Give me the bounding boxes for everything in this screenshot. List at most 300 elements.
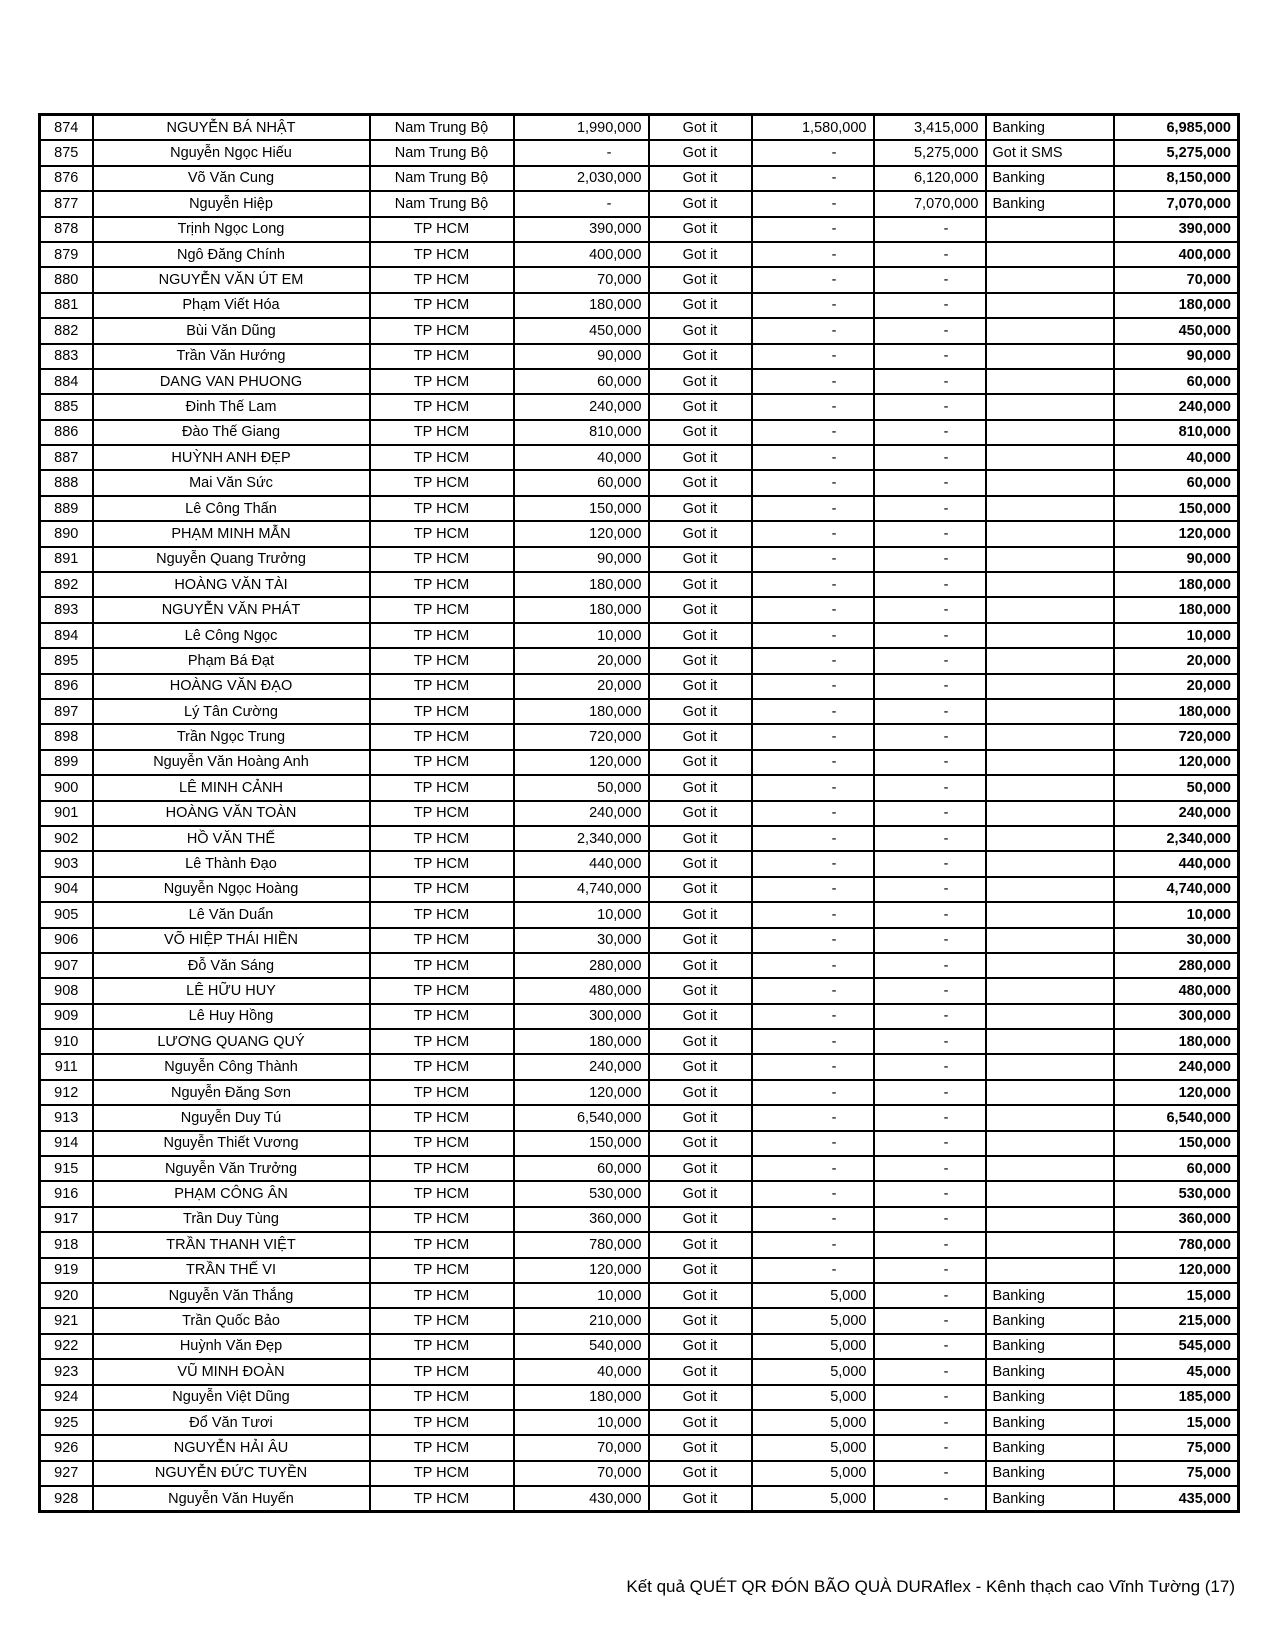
- cell-status: Got it: [649, 1486, 752, 1512]
- cell-payment-method: [986, 851, 1114, 876]
- cell-amount-2: -: [752, 1029, 874, 1054]
- cell-amount-3: -: [874, 699, 986, 724]
- cell-index: 888: [40, 470, 93, 495]
- cell-amount-2: 5,000: [752, 1334, 874, 1359]
- cell-index: 921: [40, 1308, 93, 1333]
- cell-amount-3: -: [874, 1258, 986, 1283]
- cell-amount-2: -: [752, 826, 874, 851]
- cell-status: Got it: [649, 1258, 752, 1283]
- cell-amount-2: 1,580,000: [752, 115, 874, 141]
- cell-status: Got it: [649, 1461, 752, 1486]
- cell-amount-1: 240,000: [514, 801, 649, 826]
- cell-amount-3: -: [874, 1232, 986, 1257]
- cell-amount-3: -: [874, 1207, 986, 1232]
- cell-amount-2: -: [752, 978, 874, 1003]
- cell-payment-method: [986, 623, 1114, 648]
- cell-total: 70,000: [1114, 267, 1239, 292]
- cell-payment-method: [986, 1232, 1114, 1257]
- cell-region: TP HCM: [370, 1334, 514, 1359]
- cell-amount-3: -: [874, 1486, 986, 1512]
- cell-region: TP HCM: [370, 369, 514, 394]
- cell-amount-2: -: [752, 1207, 874, 1232]
- cell-region: TP HCM: [370, 217, 514, 242]
- cell-name: Nguyễn Ngọc Hiếu: [93, 140, 370, 165]
- cell-index: 883: [40, 344, 93, 369]
- cell-payment-method: [986, 1207, 1114, 1232]
- cell-status: Got it: [649, 928, 752, 953]
- cell-region: TP HCM: [370, 496, 514, 521]
- table-row: [40, 877, 1239, 902]
- cell-index: 894: [40, 623, 93, 648]
- cell-name: Ngô Đăng Chính: [93, 242, 370, 267]
- cell-amount-1: 530,000: [514, 1181, 649, 1206]
- cell-name: TRẦN THẾ VI: [93, 1258, 370, 1283]
- cell-status: Got it: [649, 953, 752, 978]
- cell-name: Nguyễn Quang Trưởng: [93, 547, 370, 572]
- cell-amount-1: 6,540,000: [514, 1105, 649, 1130]
- cell-index: 893: [40, 597, 93, 622]
- cell-amount-1: 20,000: [514, 648, 649, 673]
- cell-region: TP HCM: [370, 1232, 514, 1257]
- cell-index: 901: [40, 801, 93, 826]
- cell-amount-2: 5,000: [752, 1283, 874, 1308]
- cell-region: TP HCM: [370, 1181, 514, 1206]
- cell-name: Lê Công Thấn: [93, 496, 370, 521]
- cell-region: TP HCM: [370, 242, 514, 267]
- cell-total: 60,000: [1114, 470, 1239, 495]
- cell-amount-3: -: [874, 928, 986, 953]
- table-row: [40, 1054, 1239, 1079]
- table-row: [40, 623, 1239, 648]
- cell-index: 909: [40, 1004, 93, 1029]
- cell-payment-method: [986, 1029, 1114, 1054]
- cell-amount-3: 6,120,000: [874, 166, 986, 191]
- cell-amount-2: -: [752, 1054, 874, 1079]
- cell-region: TP HCM: [370, 623, 514, 648]
- cell-amount-3: -: [874, 1461, 986, 1486]
- cell-amount-2: -: [752, 648, 874, 673]
- cell-status: Got it: [649, 851, 752, 876]
- cell-index: 902: [40, 826, 93, 851]
- table-row: [40, 648, 1239, 673]
- cell-amount-1: 120,000: [514, 521, 649, 546]
- cell-name: Nguyễn Đăng Sơn: [93, 1080, 370, 1105]
- cell-name: Đổ Văn Tươi: [93, 1410, 370, 1435]
- cell-status: Got it: [649, 344, 752, 369]
- cell-amount-3: -: [874, 623, 986, 648]
- cell-status: Got it: [649, 750, 752, 775]
- cell-amount-3: -: [874, 877, 986, 902]
- cell-amount-3: -: [874, 267, 986, 292]
- cell-index: 926: [40, 1435, 93, 1460]
- cell-index: 928: [40, 1486, 93, 1512]
- cell-amount-2: -: [752, 420, 874, 445]
- cell-total: 120,000: [1114, 1258, 1239, 1283]
- cell-payment-method: [986, 724, 1114, 749]
- table-row: [40, 674, 1239, 699]
- cell-total: 720,000: [1114, 724, 1239, 749]
- table-row: [40, 750, 1239, 775]
- cell-amount-2: -: [752, 496, 874, 521]
- table-row: [40, 115, 1239, 141]
- cell-region: TP HCM: [370, 420, 514, 445]
- cell-amount-2: -: [752, 369, 874, 394]
- cell-name: HỒ VĂN THẾ: [93, 826, 370, 851]
- cell-amount-3: -: [874, 318, 986, 343]
- table-row: [40, 496, 1239, 521]
- cell-status: Got it: [649, 318, 752, 343]
- cell-amount-3: -: [874, 1029, 986, 1054]
- table-row: [40, 420, 1239, 445]
- cell-amount-1: 180,000: [514, 1029, 649, 1054]
- cell-status: Got it: [649, 547, 752, 572]
- cell-amount-3: -: [874, 521, 986, 546]
- cell-amount-2: -: [752, 344, 874, 369]
- table-row: [40, 1283, 1239, 1308]
- cell-region: TP HCM: [370, 1029, 514, 1054]
- cell-amount-1: 4,740,000: [514, 877, 649, 902]
- cell-amount-1: 2,030,000: [514, 166, 649, 191]
- cell-status: Got it: [649, 1181, 752, 1206]
- cell-payment-method: [986, 801, 1114, 826]
- cell-amount-3: -: [874, 1080, 986, 1105]
- cell-name: TRẦN THANH VIỆT: [93, 1232, 370, 1257]
- cell-amount-1: 2,340,000: [514, 826, 649, 851]
- cell-region: TP HCM: [370, 293, 514, 318]
- cell-amount-2: 5,000: [752, 1359, 874, 1384]
- cell-amount-1: 210,000: [514, 1308, 649, 1333]
- cell-name: HOÀNG VĂN TÀI: [93, 572, 370, 597]
- cell-region: TP HCM: [370, 1054, 514, 1079]
- cell-index: 925: [40, 1410, 93, 1435]
- cell-index: 922: [40, 1334, 93, 1359]
- cell-amount-1: 280,000: [514, 953, 649, 978]
- cell-payment-method: [986, 699, 1114, 724]
- cell-amount-1: -: [514, 140, 649, 165]
- table-row: [40, 851, 1239, 876]
- cell-amount-3: -: [874, 1308, 986, 1333]
- cell-index: 896: [40, 674, 93, 699]
- cell-name: Nguyễn Văn Hoàng Anh: [93, 750, 370, 775]
- table-row: [40, 1232, 1239, 1257]
- table-row: [40, 572, 1239, 597]
- cell-region: TP HCM: [370, 1131, 514, 1156]
- cell-index: 923: [40, 1359, 93, 1384]
- cell-name: Nguyễn Thiết Vương: [93, 1131, 370, 1156]
- cell-region: TP HCM: [370, 1080, 514, 1105]
- cell-total: 2,340,000: [1114, 826, 1239, 851]
- table-row: [40, 267, 1239, 292]
- cell-amount-3: -: [874, 1004, 986, 1029]
- cell-name: DANG VAN PHUONG: [93, 369, 370, 394]
- cell-name: Phạm Bá Đạt: [93, 648, 370, 673]
- cell-name: Lê Văn Duẩn: [93, 902, 370, 927]
- cell-name: Lý Tân Cường: [93, 699, 370, 724]
- cell-status: Got it: [649, 1207, 752, 1232]
- cell-name: Lê Công Ngọc: [93, 623, 370, 648]
- cell-index: 884: [40, 369, 93, 394]
- cell-total: 450,000: [1114, 318, 1239, 343]
- table-row: [40, 775, 1239, 800]
- cell-total: 530,000: [1114, 1181, 1239, 1206]
- cell-status: Got it: [649, 1156, 752, 1181]
- cell-region: TP HCM: [370, 470, 514, 495]
- cell-amount-2: -: [752, 242, 874, 267]
- cell-index: 878: [40, 217, 93, 242]
- cell-amount-1: 180,000: [514, 293, 649, 318]
- cell-index: 892: [40, 572, 93, 597]
- cell-payment-method: [986, 572, 1114, 597]
- cell-index: 876: [40, 166, 93, 191]
- cell-amount-2: -: [752, 293, 874, 318]
- table-row: [40, 1105, 1239, 1130]
- cell-amount-1: 780,000: [514, 1232, 649, 1257]
- cell-payment-method: [986, 1181, 1114, 1206]
- cell-amount-1: 1,990,000: [514, 115, 649, 141]
- cell-name: Nguyễn Công Thành: [93, 1054, 370, 1079]
- cell-amount-3: -: [874, 369, 986, 394]
- cell-total: 45,000: [1114, 1359, 1239, 1384]
- cell-region: TP HCM: [370, 394, 514, 419]
- cell-amount-2: -: [752, 445, 874, 470]
- cell-total: 6,540,000: [1114, 1105, 1239, 1130]
- cell-payment-method: [986, 369, 1114, 394]
- cell-total: 180,000: [1114, 572, 1239, 597]
- cell-amount-3: -: [874, 1181, 986, 1206]
- cell-amount-1: 60,000: [514, 470, 649, 495]
- cell-region: TP HCM: [370, 648, 514, 673]
- cell-total: 7,070,000: [1114, 191, 1239, 216]
- cell-amount-1: 120,000: [514, 750, 649, 775]
- cell-index: 920: [40, 1283, 93, 1308]
- cell-amount-2: -: [752, 1181, 874, 1206]
- cell-amount-3: -: [874, 674, 986, 699]
- cell-status: Got it: [649, 623, 752, 648]
- cell-amount-2: -: [752, 1105, 874, 1130]
- cell-amount-2: -: [752, 801, 874, 826]
- cell-region: TP HCM: [370, 1385, 514, 1410]
- cell-index: 874: [40, 115, 93, 141]
- cell-region: TP HCM: [370, 928, 514, 953]
- cell-status: Got it: [649, 1029, 752, 1054]
- results-table-body: [40, 115, 1239, 1512]
- cell-status: Got it: [649, 1283, 752, 1308]
- cell-name: Huỳnh Văn Đẹp: [93, 1334, 370, 1359]
- cell-index: 917: [40, 1207, 93, 1232]
- cell-total: 435,000: [1114, 1486, 1239, 1512]
- cell-amount-3: -: [874, 394, 986, 419]
- cell-status: Got it: [649, 217, 752, 242]
- cell-total: 90,000: [1114, 547, 1239, 572]
- cell-amount-3: -: [874, 242, 986, 267]
- cell-amount-3: -: [874, 1131, 986, 1156]
- cell-status: Got it: [649, 597, 752, 622]
- cell-name: VŨ MINH ĐOÀN: [93, 1359, 370, 1384]
- cell-amount-2: -: [752, 394, 874, 419]
- cell-status: Got it: [649, 699, 752, 724]
- cell-name: Trịnh Ngọc Long: [93, 217, 370, 242]
- cell-amount-1: 10,000: [514, 623, 649, 648]
- cell-status: Got it: [649, 775, 752, 800]
- cell-amount-3: -: [874, 902, 986, 927]
- table-row: [40, 191, 1239, 216]
- cell-amount-3: -: [874, 470, 986, 495]
- cell-payment-method: [986, 420, 1114, 445]
- cell-amount-3: -: [874, 293, 986, 318]
- cell-total: 240,000: [1114, 801, 1239, 826]
- cell-amount-2: -: [752, 851, 874, 876]
- cell-region: TP HCM: [370, 826, 514, 851]
- cell-amount-1: 180,000: [514, 1385, 649, 1410]
- cell-region: TP HCM: [370, 775, 514, 800]
- cell-index: 880: [40, 267, 93, 292]
- cell-total: 390,000: [1114, 217, 1239, 242]
- cell-amount-1: 70,000: [514, 1461, 649, 1486]
- cell-total: 30,000: [1114, 928, 1239, 953]
- table-row: [40, 928, 1239, 953]
- cell-index: 895: [40, 648, 93, 673]
- cell-region: TP HCM: [370, 1258, 514, 1283]
- cell-amount-2: -: [752, 140, 874, 165]
- cell-name: Nguyễn Văn Thắng: [93, 1283, 370, 1308]
- cell-total: 180,000: [1114, 293, 1239, 318]
- cell-name: Đinh Thế Lam: [93, 394, 370, 419]
- cell-name: Nguyễn Văn Trưởng: [93, 1156, 370, 1181]
- cell-amount-3: -: [874, 597, 986, 622]
- cell-index: 875: [40, 140, 93, 165]
- cell-region: TP HCM: [370, 344, 514, 369]
- cell-amount-2: -: [752, 521, 874, 546]
- cell-name: Đỗ Văn Sáng: [93, 953, 370, 978]
- cell-amount-1: 360,000: [514, 1207, 649, 1232]
- cell-payment-method: [986, 1156, 1114, 1181]
- table-row: [40, 1385, 1239, 1410]
- cell-amount-1: 70,000: [514, 267, 649, 292]
- cell-amount-1: 40,000: [514, 445, 649, 470]
- table-row: [40, 445, 1239, 470]
- cell-region: Nam Trung Bộ: [370, 115, 514, 141]
- cell-region: TP HCM: [370, 851, 514, 876]
- cell-amount-3: -: [874, 1410, 986, 1435]
- cell-index: 911: [40, 1054, 93, 1079]
- cell-payment-method: [986, 674, 1114, 699]
- cell-index: 898: [40, 724, 93, 749]
- cell-region: TP HCM: [370, 699, 514, 724]
- cell-status: Got it: [649, 166, 752, 191]
- cell-name: HUỲNH ANH ĐẸP: [93, 445, 370, 470]
- cell-amount-3: -: [874, 978, 986, 1003]
- cell-amount-2: -: [752, 699, 874, 724]
- cell-amount-2: -: [752, 191, 874, 216]
- cell-amount-2: -: [752, 877, 874, 902]
- cell-amount-1: 10,000: [514, 1410, 649, 1435]
- cell-amount-2: 5,000: [752, 1308, 874, 1333]
- table-row: [40, 1258, 1239, 1283]
- cell-amount-1: 70,000: [514, 1435, 649, 1460]
- table-row: [40, 801, 1239, 826]
- cell-status: Got it: [649, 1131, 752, 1156]
- table-row: [40, 724, 1239, 749]
- cell-amount-1: 90,000: [514, 344, 649, 369]
- table-row: [40, 953, 1239, 978]
- cell-region: TP HCM: [370, 597, 514, 622]
- cell-status: Got it: [649, 1054, 752, 1079]
- cell-amount-1: 120,000: [514, 1258, 649, 1283]
- cell-name: Trần Duy Tùng: [93, 1207, 370, 1232]
- table-row: [40, 978, 1239, 1003]
- cell-name: NGUYỄN HẢI ÂU: [93, 1435, 370, 1460]
- cell-name: Nguyễn Hiệp: [93, 191, 370, 216]
- cell-name: Phạm Viết Hóa: [93, 293, 370, 318]
- table-row: [40, 1435, 1239, 1460]
- cell-amount-2: -: [752, 1258, 874, 1283]
- cell-payment-method: Banking: [986, 166, 1114, 191]
- cell-region: TP HCM: [370, 1359, 514, 1384]
- cell-region: Nam Trung Bộ: [370, 140, 514, 165]
- cell-status: Got it: [649, 445, 752, 470]
- cell-payment-method: [986, 242, 1114, 267]
- cell-payment-method: [986, 521, 1114, 546]
- results-table: [38, 113, 1240, 1513]
- cell-status: Got it: [649, 1308, 752, 1333]
- cell-payment-method: [986, 928, 1114, 953]
- table-row: [40, 1486, 1239, 1512]
- cell-amount-3: -: [874, 1054, 986, 1079]
- cell-amount-3: 5,275,000: [874, 140, 986, 165]
- cell-amount-2: -: [752, 1232, 874, 1257]
- cell-amount-2: -: [752, 318, 874, 343]
- cell-name: LÊ MINH CẢNH: [93, 775, 370, 800]
- cell-amount-2: -: [752, 928, 874, 953]
- cell-total: 480,000: [1114, 978, 1239, 1003]
- cell-total: 20,000: [1114, 648, 1239, 673]
- cell-amount-2: -: [752, 1156, 874, 1181]
- cell-amount-2: -: [752, 572, 874, 597]
- cell-payment-method: Banking: [986, 191, 1114, 216]
- cell-amount-1: 20,000: [514, 674, 649, 699]
- cell-name: Trần Ngọc Trung: [93, 724, 370, 749]
- cell-index: 881: [40, 293, 93, 318]
- cell-region: TP HCM: [370, 877, 514, 902]
- cell-status: Got it: [649, 496, 752, 521]
- table-row: [40, 140, 1239, 165]
- cell-amount-1: 50,000: [514, 775, 649, 800]
- cell-total: 180,000: [1114, 699, 1239, 724]
- cell-amount-3: -: [874, 572, 986, 597]
- cell-amount-1: 150,000: [514, 1131, 649, 1156]
- cell-name: Nguyễn Việt Dũng: [93, 1385, 370, 1410]
- cell-region: Nam Trung Bộ: [370, 166, 514, 191]
- cell-amount-1: 150,000: [514, 496, 649, 521]
- cell-region: Nam Trung Bộ: [370, 191, 514, 216]
- cell-amount-1: 440,000: [514, 851, 649, 876]
- cell-amount-1: 450,000: [514, 318, 649, 343]
- cell-index: 908: [40, 978, 93, 1003]
- cell-region: TP HCM: [370, 978, 514, 1003]
- cell-amount-1: 180,000: [514, 597, 649, 622]
- cell-status: Got it: [649, 1004, 752, 1029]
- cell-amount-1: 10,000: [514, 1283, 649, 1308]
- cell-amount-1: 180,000: [514, 572, 649, 597]
- cell-status: Got it: [649, 521, 752, 546]
- cell-status: Got it: [649, 674, 752, 699]
- cell-name: PHẠM CÔNG ÂN: [93, 1181, 370, 1206]
- cell-name: Lê Huy Hồng: [93, 1004, 370, 1029]
- cell-amount-2: 5,000: [752, 1486, 874, 1512]
- cell-payment-method: [986, 293, 1114, 318]
- cell-total: 90,000: [1114, 344, 1239, 369]
- cell-index: 903: [40, 851, 93, 876]
